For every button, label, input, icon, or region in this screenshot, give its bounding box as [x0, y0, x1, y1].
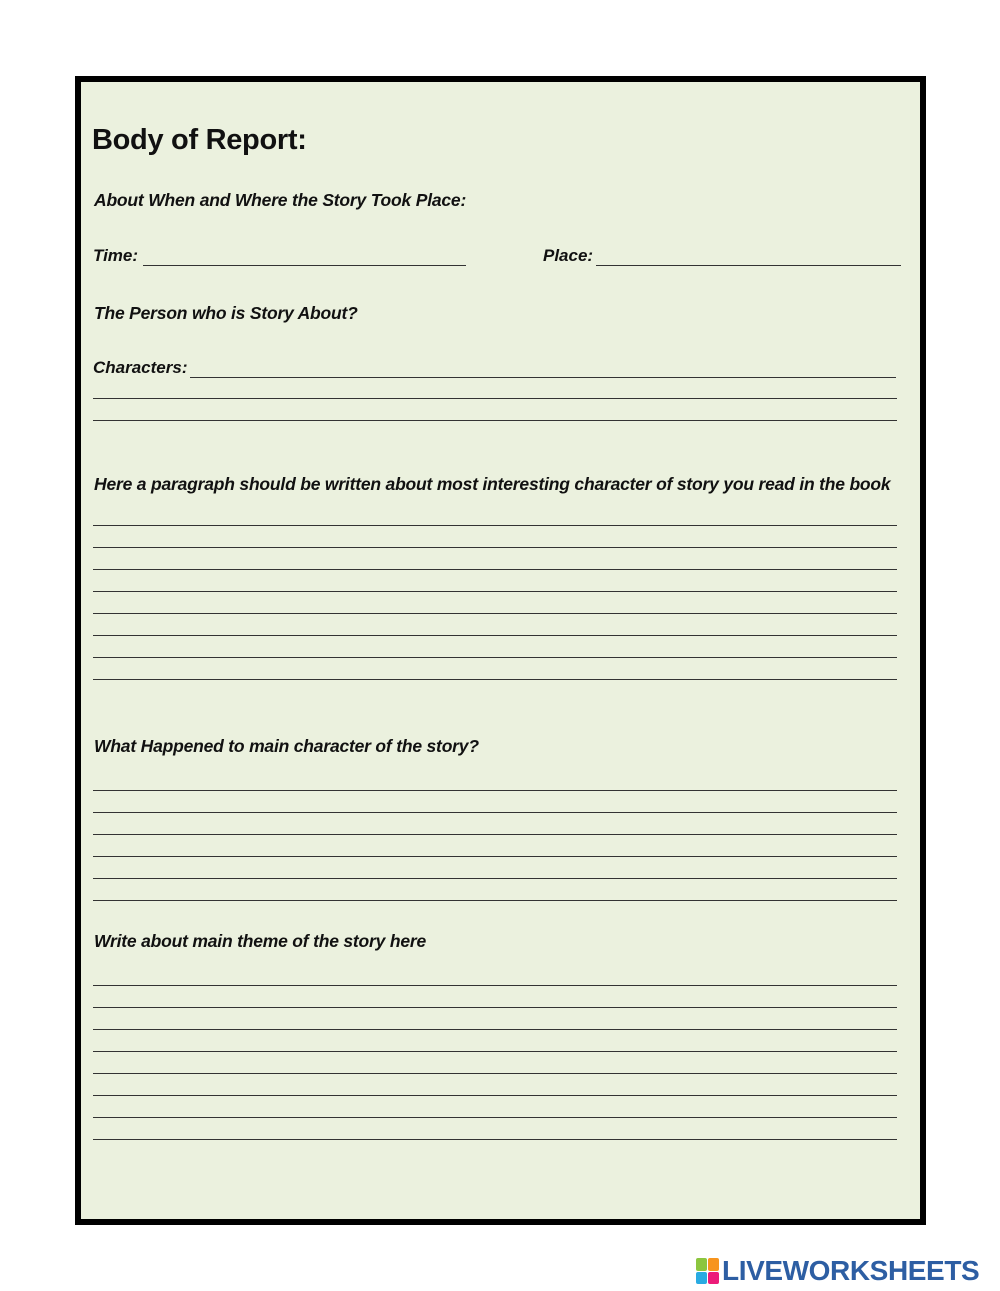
answer-line[interactable]: [93, 635, 897, 636]
characters-field[interactable]: [190, 377, 896, 378]
answer-line[interactable]: [93, 985, 897, 986]
time-label: Time:: [93, 246, 139, 265]
setting-heading: About When and Where the Story Took Place:: [94, 190, 467, 210]
answer-line[interactable]: [93, 547, 897, 548]
answer-line[interactable]: [93, 790, 897, 791]
logo-blocks-icon: [696, 1258, 719, 1284]
place-field[interactable]: [596, 265, 901, 266]
time-field[interactable]: [143, 265, 466, 266]
answer-line[interactable]: [93, 657, 897, 658]
answer-line[interactable]: [93, 812, 897, 813]
answer-line[interactable]: [93, 1139, 897, 1140]
answer-line[interactable]: [93, 613, 897, 614]
characters-line[interactable]: [93, 398, 897, 399]
characters-line[interactable]: [93, 420, 897, 421]
logo-block: [696, 1258, 707, 1271]
characters-label: Characters:: [93, 358, 188, 377]
answer-line[interactable]: [93, 591, 897, 592]
answer-line[interactable]: [93, 834, 897, 835]
answer-line[interactable]: [93, 878, 897, 879]
answer-line[interactable]: [93, 569, 897, 570]
logo-block: [708, 1272, 719, 1285]
answer-line[interactable]: [93, 1117, 897, 1118]
paragraph-prompt: Here a paragraph should be written about most interesting character of story you read in the book: [94, 474, 891, 494]
place-label: Place:: [543, 246, 594, 265]
logo-text: LIVEWORKSHEETS: [722, 1255, 980, 1286]
theme-prompt: Write about main theme of the story here: [94, 931, 427, 951]
answer-line[interactable]: [93, 525, 897, 526]
answer-line[interactable]: [93, 1029, 897, 1030]
answer-line[interactable]: [93, 1051, 897, 1052]
liveworksheets-logo: [696, 1254, 979, 1288]
happened-prompt: What Happened to main character of the story?: [94, 736, 479, 756]
logo-block: [708, 1258, 719, 1271]
worksheet-frame: [75, 76, 926, 1225]
answer-line[interactable]: [93, 856, 897, 857]
logo-block: [696, 1272, 707, 1285]
person-heading: The Person who is Story About?: [94, 303, 358, 323]
answer-line[interactable]: [93, 900, 897, 901]
answer-line[interactable]: [93, 679, 897, 680]
answer-line[interactable]: [93, 1007, 897, 1008]
answer-line[interactable]: [93, 1073, 897, 1074]
page-title: Body of Report:: [92, 124, 307, 156]
answer-line[interactable]: [93, 1095, 897, 1096]
